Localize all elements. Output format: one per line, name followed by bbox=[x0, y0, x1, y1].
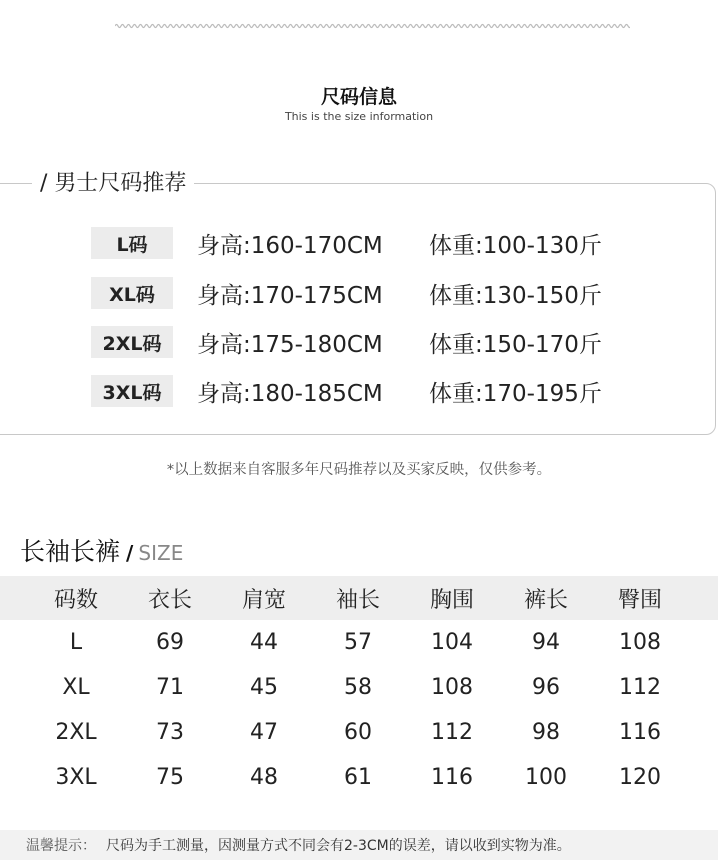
size-badge: L码 bbox=[91, 227, 173, 259]
table-cell: 44 bbox=[250, 630, 278, 655]
table-cell: 58 bbox=[344, 675, 372, 700]
column-header: 袖长 bbox=[335, 587, 380, 613]
tip-text: 尺码为手工测量，因测量方式不同会有2-3CM的误差，请以收到实物为准。 bbox=[106, 838, 571, 854]
table-cell: 73 bbox=[156, 720, 184, 745]
table-header-row bbox=[0, 576, 718, 620]
recommendation-row bbox=[91, 227, 602, 259]
table-cell: 45 bbox=[250, 675, 278, 700]
column-header: 码数 bbox=[53, 587, 98, 613]
height-range: 身高:170-175CM bbox=[197, 282, 383, 309]
table-cell: 61 bbox=[344, 765, 372, 790]
table-cell: XL bbox=[62, 675, 90, 700]
tip-bar bbox=[0, 830, 718, 860]
table-cell: 2XL bbox=[55, 720, 97, 745]
table-cell: 112 bbox=[431, 720, 473, 745]
height-range: 身高:180-185CM bbox=[197, 380, 383, 407]
size-table-heading bbox=[20, 532, 183, 568]
table-row bbox=[0, 665, 718, 710]
table-cell: 112 bbox=[619, 675, 661, 700]
recommendation-heading: / 男士尺码推荐 bbox=[32, 166, 194, 197]
table-cell: 75 bbox=[156, 765, 184, 790]
recommendation-row bbox=[91, 326, 602, 358]
table-cell: 3XL bbox=[55, 765, 97, 790]
size-badge: 3XL码 bbox=[91, 375, 173, 407]
table-row bbox=[0, 620, 718, 665]
weight-range: 体重:100-130斤 bbox=[429, 232, 602, 259]
table-cell: 116 bbox=[619, 720, 661, 745]
height-range: 身高:175-180CM bbox=[197, 331, 383, 358]
table-cell: 100 bbox=[525, 765, 567, 790]
column-header: 胸围 bbox=[429, 587, 474, 613]
recommendation-note: *以上数据来自客服多年尺码推荐以及买家反映，仅供参考。 bbox=[166, 462, 552, 478]
table-cell: 60 bbox=[344, 720, 372, 745]
weight-range: 体重:150-170斤 bbox=[429, 331, 602, 358]
size-badge: XL码 bbox=[91, 277, 173, 309]
size-table-title: 长袖长裤 bbox=[20, 537, 121, 566]
table-cell: 108 bbox=[431, 675, 473, 700]
tip-label: 温馨提示： bbox=[26, 838, 96, 854]
column-header: 裤长 bbox=[523, 587, 568, 613]
table-cell: 96 bbox=[532, 675, 560, 700]
height-range: 身高:160-170CM bbox=[197, 232, 383, 259]
table-cell: 108 bbox=[619, 630, 661, 655]
table-cell: 94 bbox=[532, 630, 560, 655]
weight-range: 体重:170-195斤 bbox=[429, 380, 602, 407]
table-cell: 69 bbox=[156, 630, 184, 655]
column-header: 臀围 bbox=[617, 587, 662, 613]
table-cell: 47 bbox=[250, 720, 278, 745]
table-cell: 57 bbox=[344, 630, 372, 655]
table-cell: 120 bbox=[619, 765, 661, 790]
wavy-divider bbox=[115, 20, 630, 32]
recommendation-row bbox=[91, 375, 602, 407]
table-row bbox=[0, 755, 718, 800]
page-subtitle: This is the size information bbox=[284, 110, 434, 123]
column-header: 衣长 bbox=[147, 587, 192, 613]
recommendation-row bbox=[91, 277, 602, 309]
table-cell: 104 bbox=[431, 630, 473, 655]
size-table bbox=[0, 576, 718, 800]
column-header: 肩宽 bbox=[241, 587, 286, 613]
table-cell: L bbox=[69, 630, 83, 655]
table-cell: 116 bbox=[431, 765, 473, 790]
weight-range: 体重:130-150斤 bbox=[429, 282, 602, 309]
size-badge: 2XL码 bbox=[91, 326, 173, 358]
page-title: 尺码信息 bbox=[320, 86, 397, 108]
table-cell: 71 bbox=[156, 675, 184, 700]
table-cell: 98 bbox=[532, 720, 560, 745]
size-table-subtitle: SIZE bbox=[138, 541, 184, 565]
table-cell: 48 bbox=[250, 765, 278, 790]
size-table-separator: / bbox=[126, 541, 134, 565]
table-row bbox=[0, 710, 718, 755]
